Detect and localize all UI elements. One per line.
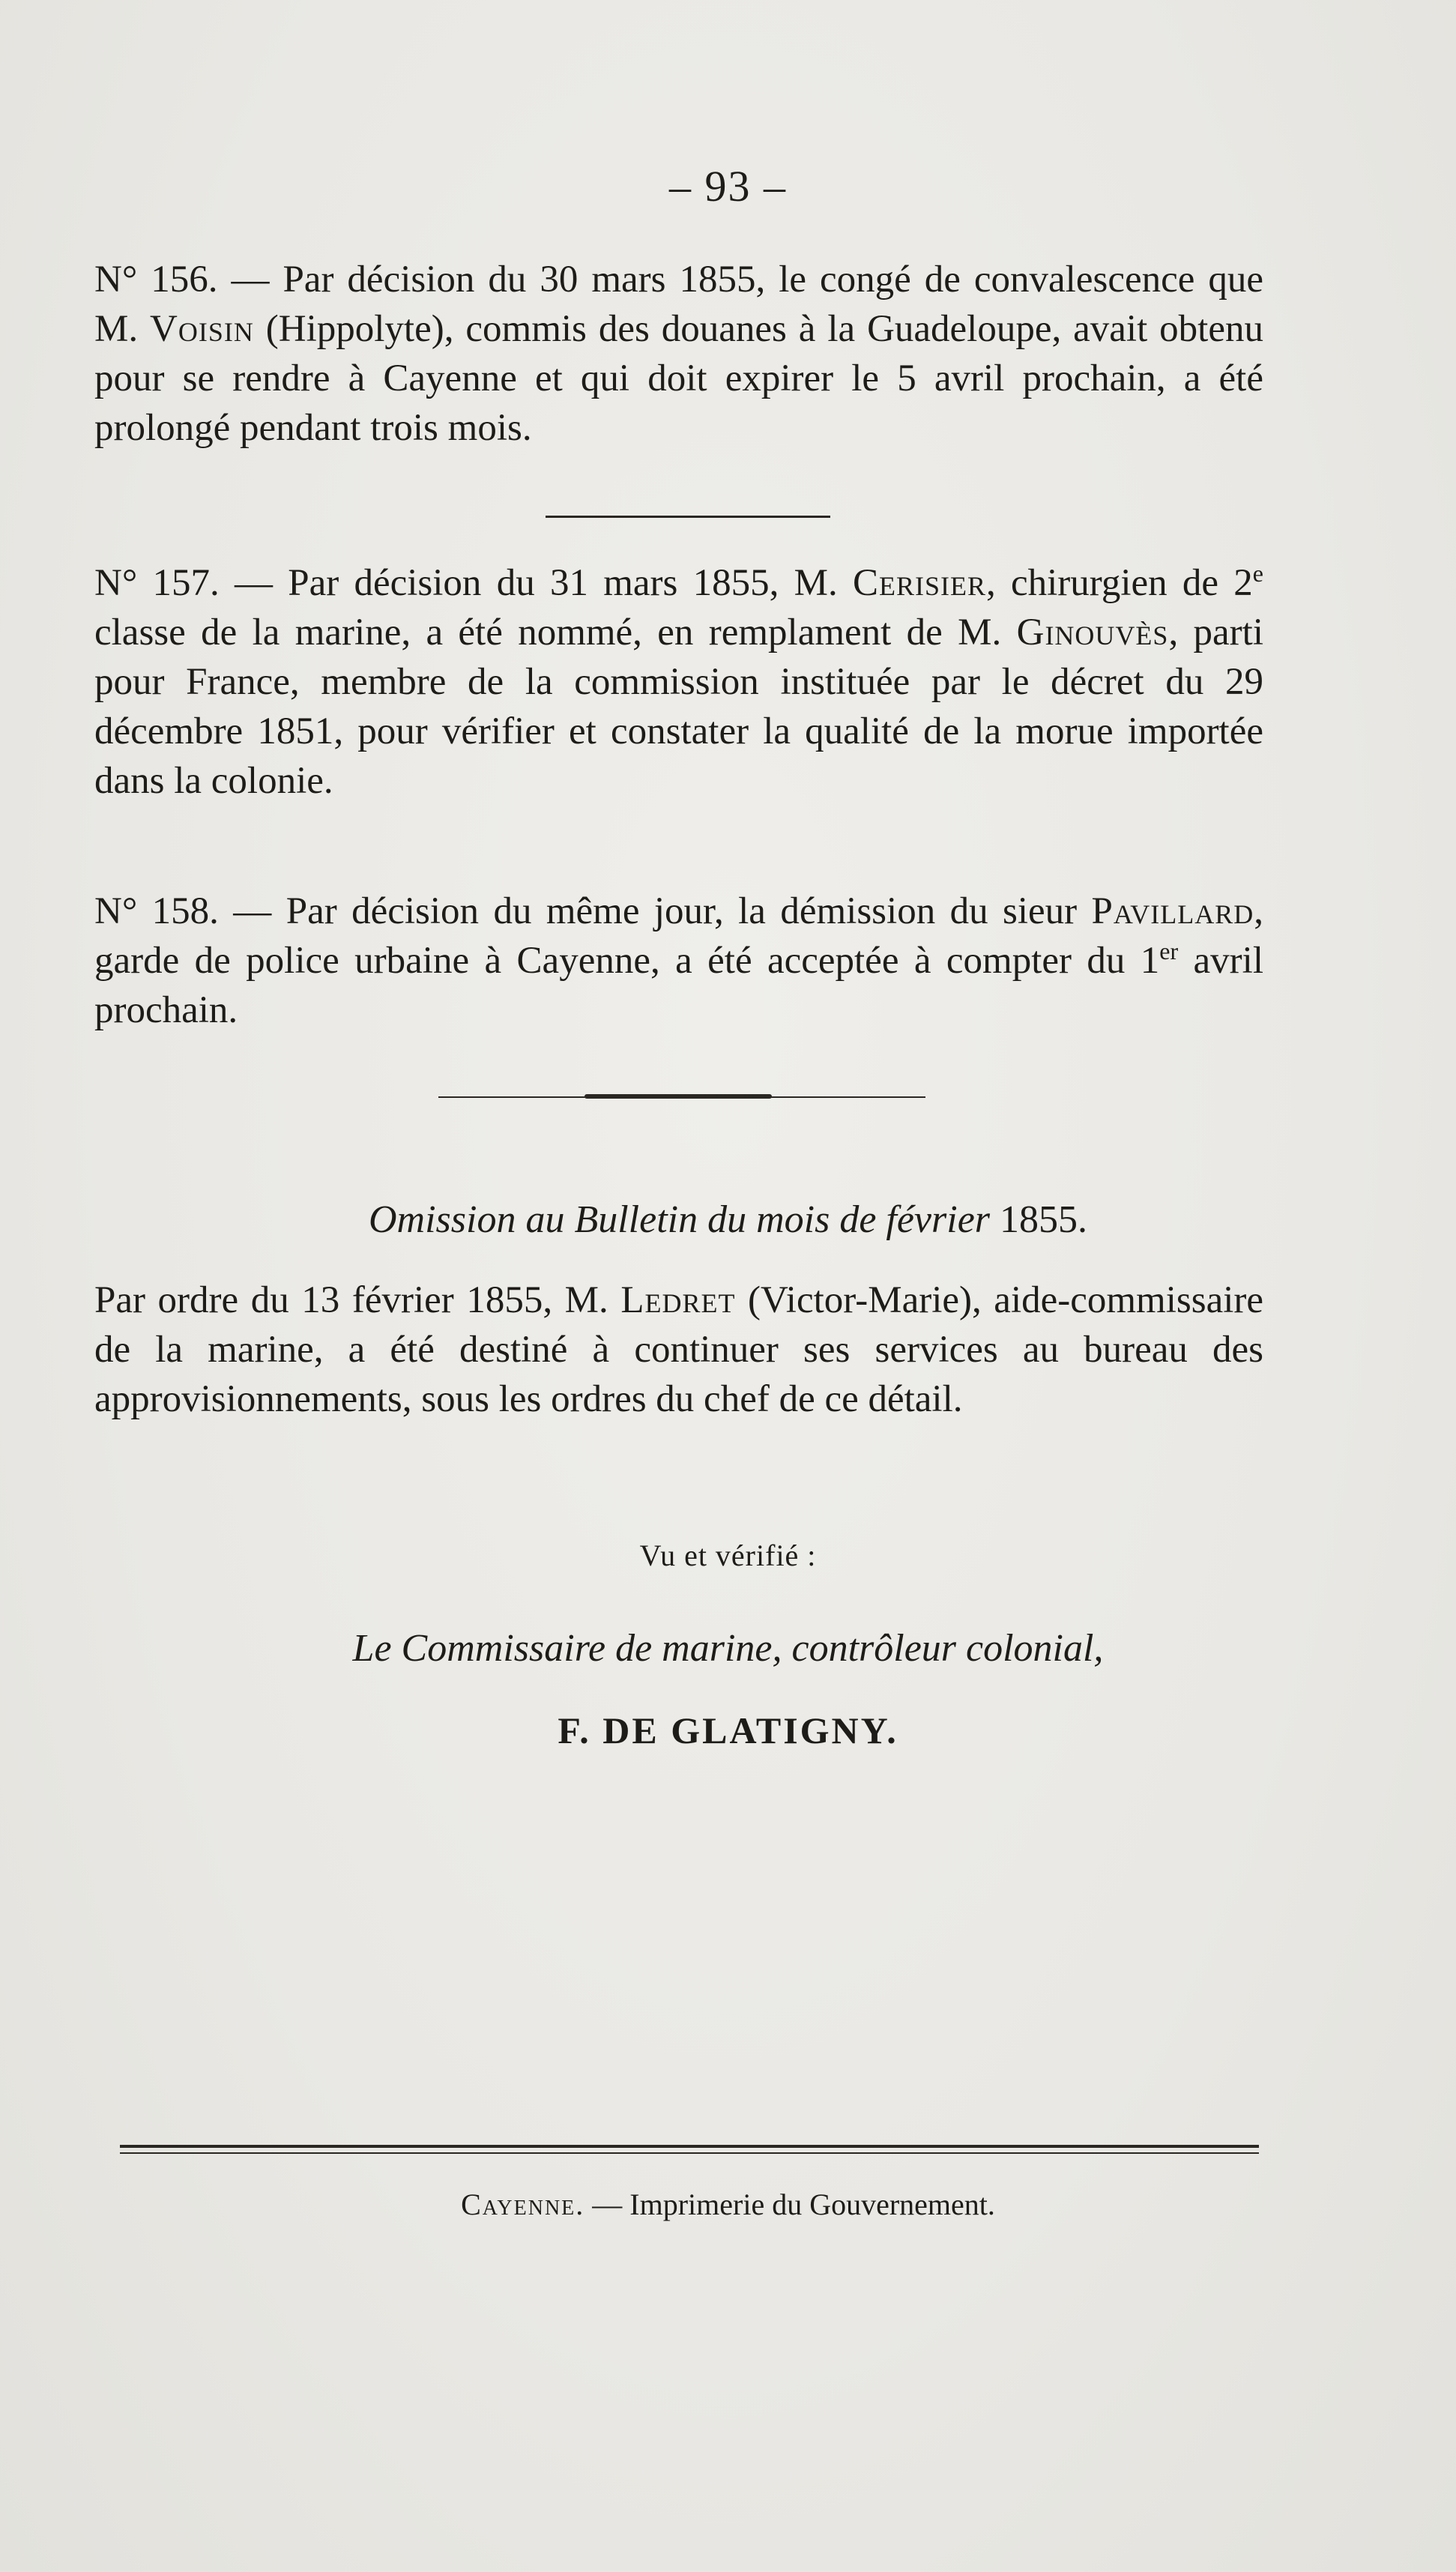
entry-text: — Par décision du 31 mars 1855, M. [219, 562, 853, 604]
person-name: Voisin [150, 308, 254, 350]
entry-text: classe de la marine, a été nommé, en remplament de M. [94, 612, 1017, 653]
entry-number: N° 156. [94, 259, 218, 301]
entry-text: — Par décision du même jour, la démission du sieur [218, 890, 1092, 932]
order-paragraph [94, 1276, 1263, 1424]
superscript: er [1159, 938, 1179, 964]
person-name: Ginouvès [1016, 612, 1169, 653]
commissaire-title: Le Commissaire de marine, contrôleur colonial, [352, 1627, 1104, 1670]
entry-text: avril prochain. [94, 940, 1263, 1031]
person-name: Cerisier [852, 562, 986, 604]
entry-text: — Par décision du 30 mars 1855, le congé de convalescence que M. [94, 259, 1263, 350]
imprint-text: — Imprimerie du Gouvernement. [584, 2188, 995, 2221]
short-divider [546, 516, 830, 518]
entry-text: , parti pour France, membre de la commission instituée par le décret du 29 décembre 1851, pour vérifier et constater la qualité de la morue importée dans la colonie. [94, 612, 1263, 802]
vu-et-verifie: Vu et vérifié : [639, 1539, 817, 1572]
bottom-double-rule-top [120, 2145, 1259, 2148]
page-number: – 93 – [669, 162, 787, 211]
entry-number: N° 157. [94, 562, 220, 604]
bottom-double-rule-bottom [120, 2152, 1259, 2154]
person-name: Pavillard [1091, 890, 1254, 932]
omission-year: 1855. [1000, 1198, 1088, 1241]
entry-156 [94, 255, 1263, 453]
ornament-divider-thick [584, 1094, 772, 1099]
imprint [0, 2187, 1456, 2222]
person-name: Ledret [620, 1279, 736, 1321]
entry-text: , chirurgien de 2 [985, 562, 1253, 604]
imprint-place: Cayenne. [461, 2188, 585, 2221]
entry-number: N° 158. [94, 890, 219, 932]
entry-157 [94, 558, 1263, 806]
omission-title [0, 1198, 1456, 1242]
order-text: (Victor-Marie), aide-commissaire de la marine, a été destiné à continuer ses services au bureau des approvisionnements, sous les ordres du chef de ce détail. [94, 1279, 1263, 1420]
signature: F. DE GLATIGNY. [558, 1709, 898, 1751]
order-text: Par ordre du 13 février 1855, M. [94, 1279, 621, 1321]
entry-text: , garde de police urbaine à Cayenne, a été acceptée à compter du 1 [94, 890, 1263, 982]
entry-158 [94, 887, 1263, 1035]
omission-title-text: Omission au Bulletin du mois de février [368, 1198, 1000, 1241]
superscript: e [1252, 560, 1263, 587]
entry-text: (Hippolyte), commis des douanes à la Guadeloupe, avait obtenu pour se rendre à Cayenne et qui doit expirer le 5 avril prochain, a été prolongé pendant trois mois. [94, 308, 1263, 449]
